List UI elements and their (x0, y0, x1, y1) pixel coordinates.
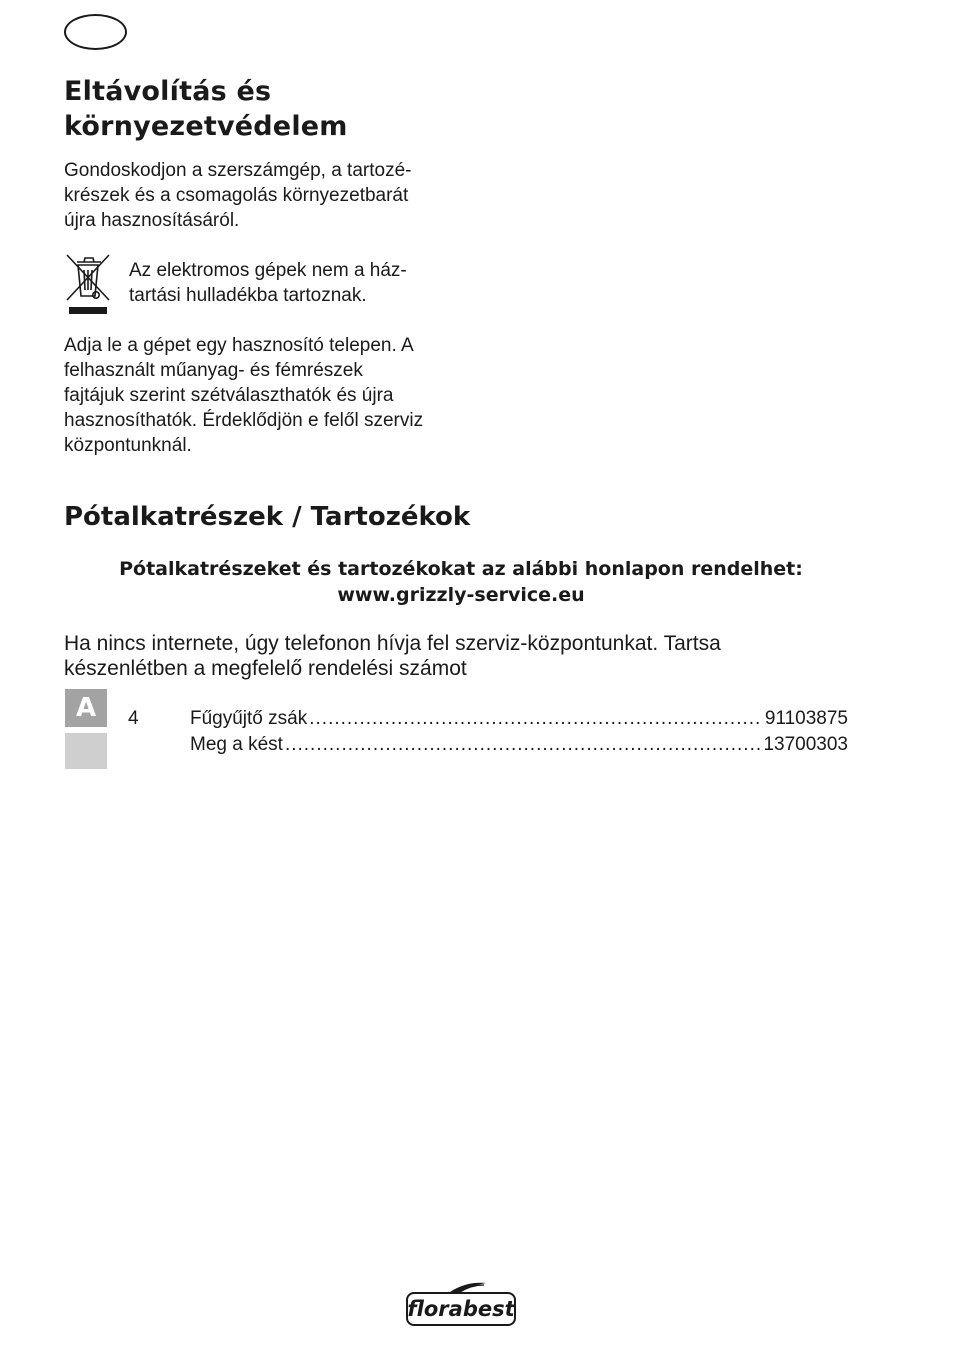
recycle-line: hasznosíthatók. Érdeklődjön e felől szerviz (64, 410, 424, 431)
country-badge-a: A (65, 689, 107, 727)
recycle-line: központunknál. (64, 435, 192, 456)
order-online-notice (64, 556, 858, 608)
service-url: www.grizzly-service.eu (337, 584, 585, 606)
language-code-oval (64, 14, 127, 50)
disposal-heading-line-2: környezetvédelem (64, 111, 348, 142)
part-line (190, 706, 848, 731)
logo-text: florabest (407, 1297, 515, 1321)
crossed-out-wheelie-bin-icon (64, 252, 112, 316)
recycle-line: felhasznált műanyag- és fémrészek (64, 360, 363, 381)
phone-line: készenlétben a megfelelő rendelési számot (64, 657, 467, 680)
dot-leader (309, 706, 762, 731)
part-name: Meg a kést (190, 734, 283, 755)
recycle-line: Adja le a gépet egy hasznosító telepen. A (64, 335, 414, 356)
intro-line: krészek és a csomagolás környezetbarát (64, 185, 409, 206)
disposal-heading (64, 74, 348, 144)
part-line (190, 732, 848, 757)
phone-line: Ha nincs internete, úgy telefonon hívja fel szerviz-központunkat. Tartsa (64, 632, 721, 655)
disposal-intro-paragraph (64, 158, 464, 233)
spare-part-row (0, 732, 954, 757)
weee-notice (129, 258, 407, 308)
order-line: Pótalkatrészeket és tartozékokat az alábbi honlapon rendelhet: (119, 558, 803, 580)
part-number: 13700303 (763, 734, 848, 755)
part-number: 91103875 (764, 708, 848, 729)
intro-line: Gondoskodjon a szerszámgép, a tartozé- (64, 160, 412, 181)
recycle-line: fajtájuk szerint szétválaszthatók és újra (64, 385, 394, 406)
part-position: 4 (128, 708, 139, 729)
dot-leader (285, 732, 761, 757)
florabest-logo (404, 1280, 518, 1328)
recycling-paragraph (64, 333, 464, 458)
weee-line: Az elektromos gépek nem a ház- (129, 260, 407, 281)
weee-line: tartási hulladékba tartoznak. (129, 285, 367, 306)
disposal-heading-line-1: Eltávolítás és (64, 76, 272, 107)
part-name: Fűgyűjtő zsák (190, 708, 308, 729)
phone-order-paragraph (64, 631, 721, 681)
spare-parts-heading: Pótalkatrészek / Tartozékok (64, 502, 471, 532)
intro-line: újra hasznosításáról. (64, 210, 240, 231)
spare-part-row (0, 706, 954, 731)
